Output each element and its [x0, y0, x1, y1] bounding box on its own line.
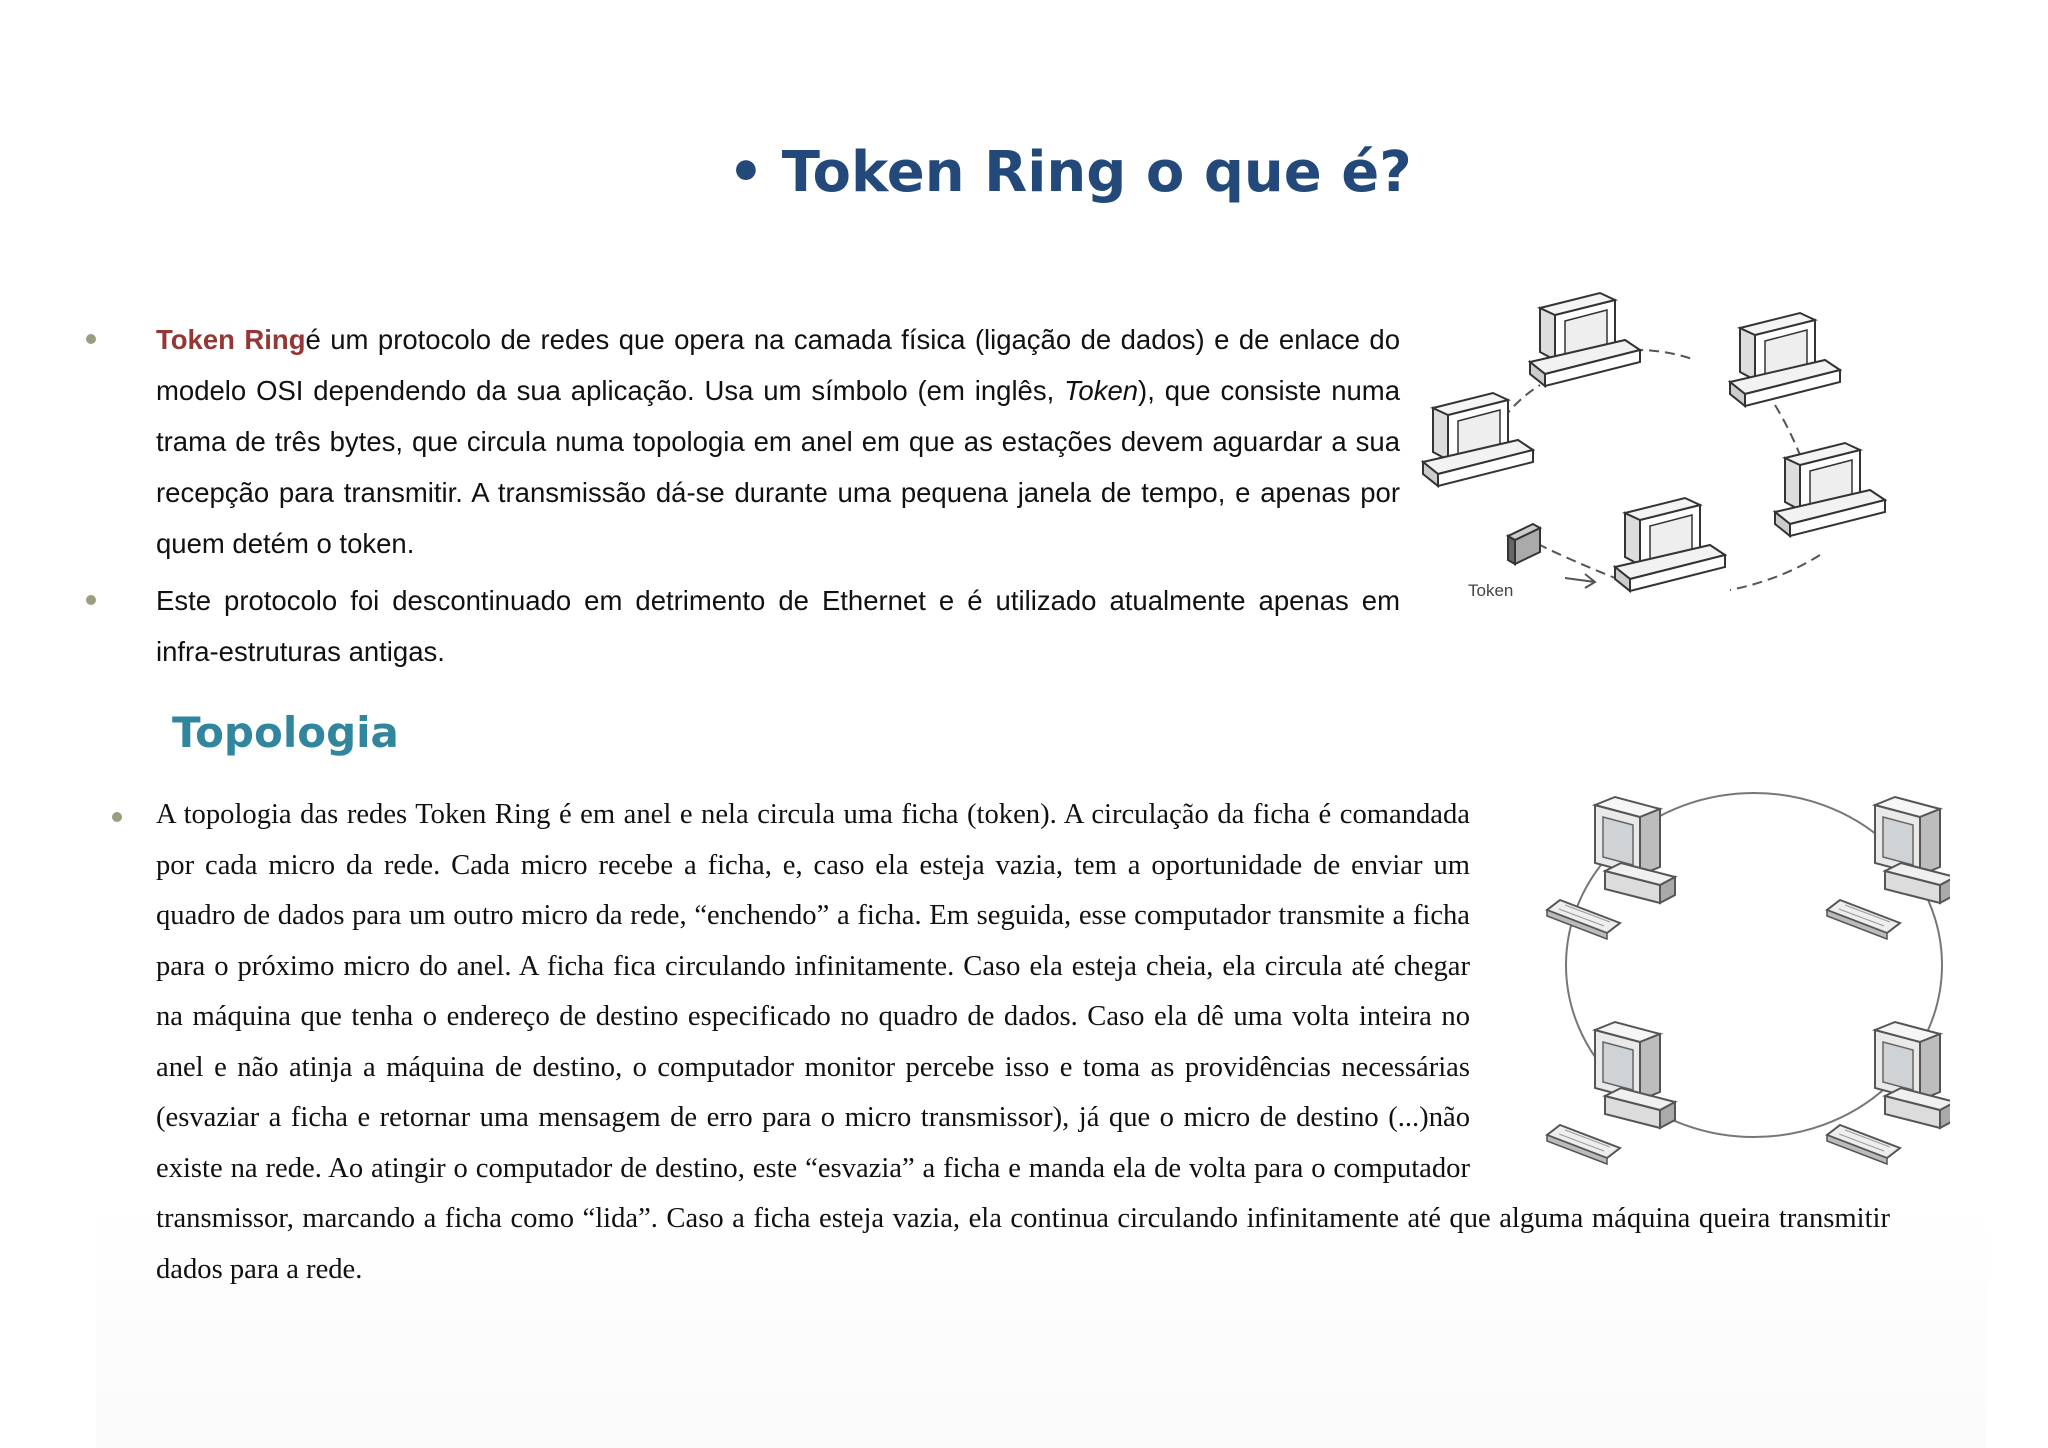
intro-bullet-list — [80, 314, 1400, 683]
token-ring-term: Token Ring — [156, 324, 306, 355]
token-icon — [1508, 524, 1540, 564]
computer-icon — [1547, 1022, 1675, 1164]
intro-paragraph-1 — [156, 314, 1400, 569]
title-bullet: • — [728, 140, 764, 205]
intro-paragraph-2: Este protocolo foi descontinuado em detrimento de Ethernet e é utilizado atualmente apenas em infra-estruturas antigas. — [156, 585, 1400, 667]
computer-icon — [1615, 498, 1725, 591]
bullet-icon — [86, 334, 96, 344]
intro-text-b: ), que consiste numa trama de três bytes, que circula numa topologia em anel em que as estações devem aguardar a sua recepção para transmitir. A transmissão dá-se durante uma pequena janela de tempo, e apenas por quem detém o token. — [156, 375, 1401, 559]
page-title — [728, 140, 1412, 205]
computer-icon — [1775, 443, 1885, 536]
topology-heading: Topologia — [172, 708, 399, 757]
title-text: Token Ring o que é? — [781, 140, 1412, 205]
computer-icon — [1827, 797, 1950, 939]
computer-icon — [1730, 313, 1840, 406]
computer-icon — [1547, 797, 1675, 939]
token-label: Token — [1468, 581, 1514, 600]
topology-text: A topologia das redes Token Ring é em anel e nela circula uma ficha (token). A circulação da ficha é comandada por cada micro da rede. Cada micro recebe a ficha, e, caso ela esteja vazia, tem a oportunidade de enviar um quadro de dados para um outro micro da rede, “enchendo” a ficha. Em seguida, esse computador transmite a ficha para o próximo micro do anel. A ficha fica circulando infinitamente. Caso ela esteja cheia, ela circula até chegar na máquina que tenha o endereço de destino especificado no quadro de dados. Caso ela dê uma volta inteira no anel e não atinja a máquina de destino, o computador monitor percebe isso e toma as providências necessárias (esvaziar a ficha e retornar uma mensagem de erro para o micro transmissor), já que o micro de destino (...)não existe na rede. Ao atingir o computador de destino, este “esvazia” a ficha e manda ela de volta para o computador transmissor, marcando a ficha como “lida”. Caso a ficha esteja vazia, ela continua circulando infinitamente até que alguma máquina queira transmitir dados para a rede. — [156, 799, 1890, 1285]
computer-icon — [1530, 293, 1640, 386]
intro-bullet-item — [80, 314, 1400, 569]
intro-bullet-item — [80, 575, 1400, 677]
computer-icon — [1827, 1022, 1950, 1164]
intro-italic-token: Token — [1064, 375, 1139, 406]
intro-text-a: é um protocolo de redes que opera na camada física (ligação de dados) e de enlace do modelo OSI dependendo da sua aplicação. Usa um símbolo (em inglês, — [156, 324, 1400, 406]
bullet-icon — [86, 595, 96, 605]
computer-icon — [1423, 393, 1533, 486]
ring-topology-figure — [1530, 775, 1950, 1170]
token-ring-figure — [1420, 290, 1890, 630]
